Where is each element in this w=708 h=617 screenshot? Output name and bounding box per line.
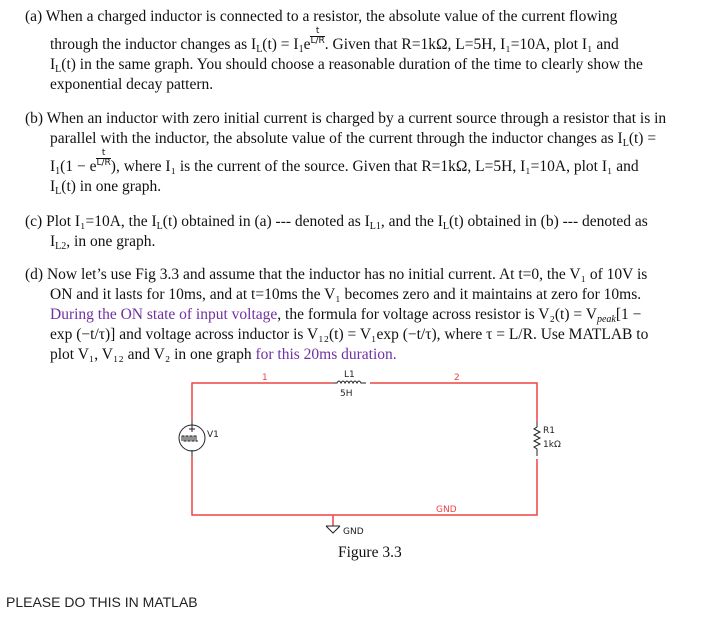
- part-c-line2: IL2, in one graph.: [50, 233, 156, 252]
- part-b-line2: parallel with the inductor, the absolute value of the current through the inductor changes as IL(t) =: [50, 130, 657, 149]
- inductor-symbol: [333, 381, 366, 383]
- exponent-fraction: $\frac{t}{L/R}$: [310, 26, 325, 46]
- inductor-value: 5H: [340, 389, 353, 399]
- figure-caption: Figure 3.3: [338, 544, 402, 561]
- source-name: V1: [207, 430, 219, 440]
- part-d-line4: exp (−t/τ)] and voltage across inductor is V₁₂(t) = V₁exp (−t/τ), where τ = L/R. Use MATLAB to: [50, 326, 649, 343]
- part-b-line3: I1(1 − e $\frac{t}{L/R}$ ), where I₁ is the current of the source. Given that R=1kΩ, L=5H, I₁=10A, plot I₁ and: [50, 148, 639, 177]
- part-a-line2: through the inductor changes as IL(t) = I1e $\frac{t}{L/R}$ . Given that R=1kΩ, L=5H, I₁=10A, plot I₁ and: [50, 26, 619, 55]
- node-1-label: 1: [262, 373, 268, 383]
- gnd-net-label: GND: [436, 505, 457, 515]
- part-a-line3: IL(t) in the same graph. You should choose a reasonable duration of the time to clearly show the: [50, 56, 643, 75]
- circuit-wires: [192, 383, 537, 526]
- resistor-symbol: [534, 422, 540, 456]
- part-a-line4: exponential decay pattern.: [50, 76, 214, 93]
- part-d-line5: plot V₁, V₁₂ and V₂ in one graph for this 20ms duration.: [50, 346, 397, 363]
- ground-label: GND: [343, 527, 364, 537]
- inductor-name: L1: [344, 370, 355, 380]
- resistor-name: R1: [543, 426, 555, 436]
- part-c-line1: (c) Plot I₁=10A, the IL(t) obtained in (a) --- denoted as IL1, and the IL(t) obtained in (b) --- denoted as: [25, 213, 648, 232]
- ground-icon: [326, 526, 340, 533]
- footer-note: PLEASE DO THIS IN MATLAB: [6, 594, 198, 610]
- part-a-line1: (a) When a charged inductor is connected to a resistor, the absolute value of the current flowing: [25, 8, 618, 25]
- exponent-fraction: $\frac{t}{L/R}$: [96, 148, 111, 168]
- part-d-line2: ON and it lasts for 10ms, and at t=10ms the V₁ becomes zero and it maintains at zero for 10ms.: [50, 286, 642, 303]
- part-b-line4: IL(t) in one graph.: [50, 178, 162, 197]
- resistor-value: 1kΩ: [543, 440, 561, 450]
- part-b-line1: (b) When an inductor with zero initial current is charged by a current source through a resistor that is in: [25, 110, 667, 127]
- part-d-line1: (d) Now let’s use Fig 3.3 and assume that the inductor has no initial current. At t=0, the V₁ of 10V is: [25, 266, 648, 283]
- part-d-line3: During the ON state of input voltage, the formula for voltage across resistor is V₂(t) = Vpeak[1 −: [50, 306, 642, 325]
- node-2-label: 2: [454, 373, 460, 383]
- voltage-source-icon: [179, 420, 205, 456]
